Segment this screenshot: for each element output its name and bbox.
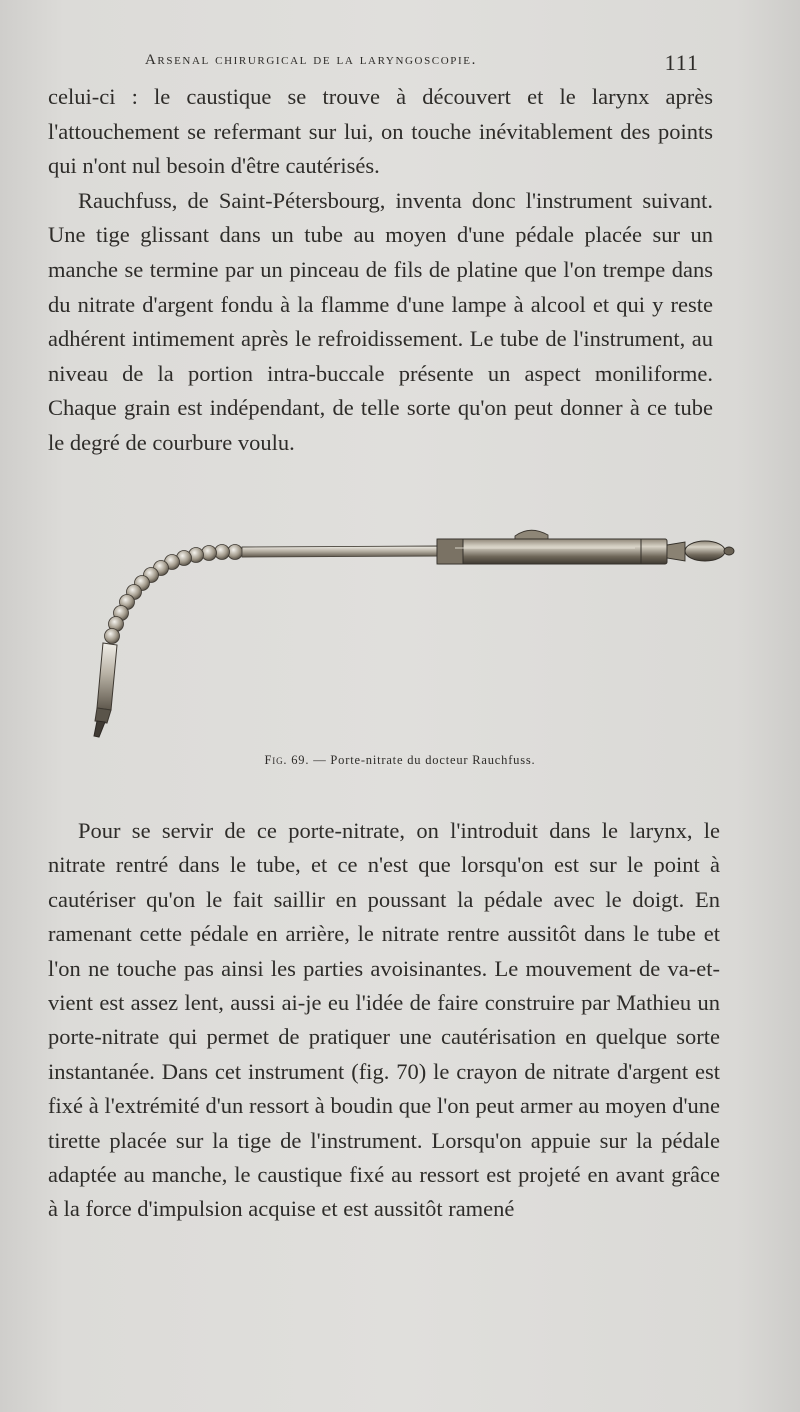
figure-caption-text: — Porte-nitrate du docteur Rauchfuss. (313, 753, 536, 767)
page-number: 111 (664, 50, 699, 75)
paragraph: celui-ci : le caustique se trouve à découvert et le larynx après l'attouchement se refermant sur lui, on touche inévitablement des points qui n'ont nul besoin d'être cautérisés. (48, 84, 713, 179)
text-block-lower (48, 814, 720, 1227)
handle (437, 539, 667, 564)
figure-caption (0, 753, 800, 768)
tip-tube (94, 643, 117, 737)
instrument-illustration (45, 515, 745, 750)
running-title: Arsenal chirurgical de la laryngoscopie. (145, 52, 477, 68)
paragraph: Rauchfuss, de Saint-Pétersbourg, inventa donc l'instrument suivant. Une tige glissant dans un tube au moyen d'une pédale placée sur un manche se termine par un pinceau de fils de platine que l'on trempe dans du nitrate d'argent fondu à la flamme d'une lampe à alcool et qui y reste adhérent intimement après le refroidissement. Le tube de l'instrument, au niveau de la portion intra-buccale présente un aspect moniliforme. Chaque grain est indépendant, de telle sorte qu'on peut donner à ce tube le degré de courbure voulu. (48, 187, 713, 455)
end-knob (667, 541, 734, 561)
text-block-upper (48, 80, 713, 461)
figure-label: Fig. 69. (264, 753, 310, 767)
running-head (145, 50, 705, 74)
beaded-tube (105, 545, 243, 644)
straight-rod (242, 546, 437, 557)
paragraph: Pour se servir de ce porte-nitrate, on l'introduit dans le larynx, le nitrate rentré dans le tube, et ce n'est que lorsqu'on est sur le point à cautériser qu'on le fait saillir en poussant la pédale avec le doigt. En ramenant cette pédale en arrière, le nitrate rentre aussitôt dans le tube et l'on ne touche pas ainsi les parties avoisinantes. Le mouvement de va-et-vient est assez lent, aussi ai-je eu l'idée de faire construire par Mathieu un porte-nitrate qui permet de pratiquer une cautérisation en quelque sorte instantanée. Dans cet instrument (fig. 70) le crayon de nitrate d'argent est fixé à l'extrémité d'un ressort à boudin que l'on peut armer au moyen d'une tirette placée sur la tige de l'instrument. Lorsqu'on appuie sur la pédale adaptée au manche, le caustique fixé au ressort est projeté en avant grâce à la force d'impulsion acquise et est aussitôt ramené (48, 818, 720, 1222)
porte-nitrate-drawing (45, 515, 745, 750)
